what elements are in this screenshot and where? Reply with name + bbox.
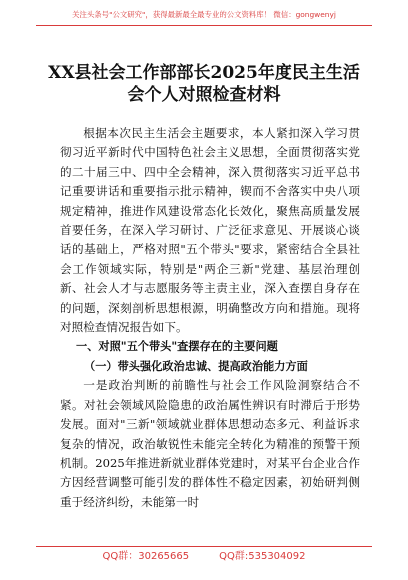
document-title bbox=[40, 62, 368, 106]
page-footer bbox=[36, 550, 372, 564]
document-body bbox=[60, 124, 360, 512]
intro-paragraph: 根据本次民主生活会主题要求，本人紧扣深入学习贯彻习近平新时代中国特色社会主义思想，全面贯彻落实党的二十届三中、四中全会精神，深入贯彻落实习近平总书记重要讲话和重要指示批示精神，锲而不舍落实中央八项规定精神，推进作风建设常态化长效化，聚焦高质量发展首要任务，在深入学习研讨、广泛征求意见、开展谈心谈话的基础上，严格对照"五个带头"要求，紧密结合全县社会工作领域实际，特别是"两企三新"党建、基层治理创新、社会人才与志愿服务等主责主业，深入查摆自身存在的问题，深刻剖析思想根源，明确整改方向和措施。现将对照检查情况报告如下。 bbox=[60, 126, 360, 335]
header-divider bbox=[36, 25, 372, 26]
footer-qq-group-2: QQ群:535304092 bbox=[219, 551, 306, 562]
title-line-2: 会个人对照检查材料 bbox=[127, 85, 281, 105]
subsection-heading-1: （一）带头强化政治忠诚、提高政治能力方面 bbox=[84, 358, 308, 373]
footer-divider bbox=[36, 546, 372, 547]
page-header-banner: 关注头条号"公文研究"，获得最新最全最专业的公文资料库！ 微信：gongwenyj bbox=[72, 10, 336, 19]
footer-qq-group-1: QQ群：30265665 bbox=[102, 551, 190, 562]
section-heading-1: 一、对照"五个带头"查摆存在的主要问题 bbox=[76, 340, 278, 354]
title-line-1: XX县社会工作部部长2025年度民主生活 bbox=[48, 63, 360, 83]
body-paragraph-1: 一是政治判断的前瞻性与社会工作风险洞察结合不紧。对社会领域风险隐患的政治属性辨识有时滞后于形势发展。面对"三新"领域就业群体思想动态多元、利益诉求复杂的情况，政治敏锐性未能完全转化为精准的预警干预机制。2025年推进新就业群体党建时，对某平台企业合作方因经营调整可能引发的群体性不稳定因素，初始研判侧重于经济纠纷，未能第一时 bbox=[60, 378, 360, 509]
